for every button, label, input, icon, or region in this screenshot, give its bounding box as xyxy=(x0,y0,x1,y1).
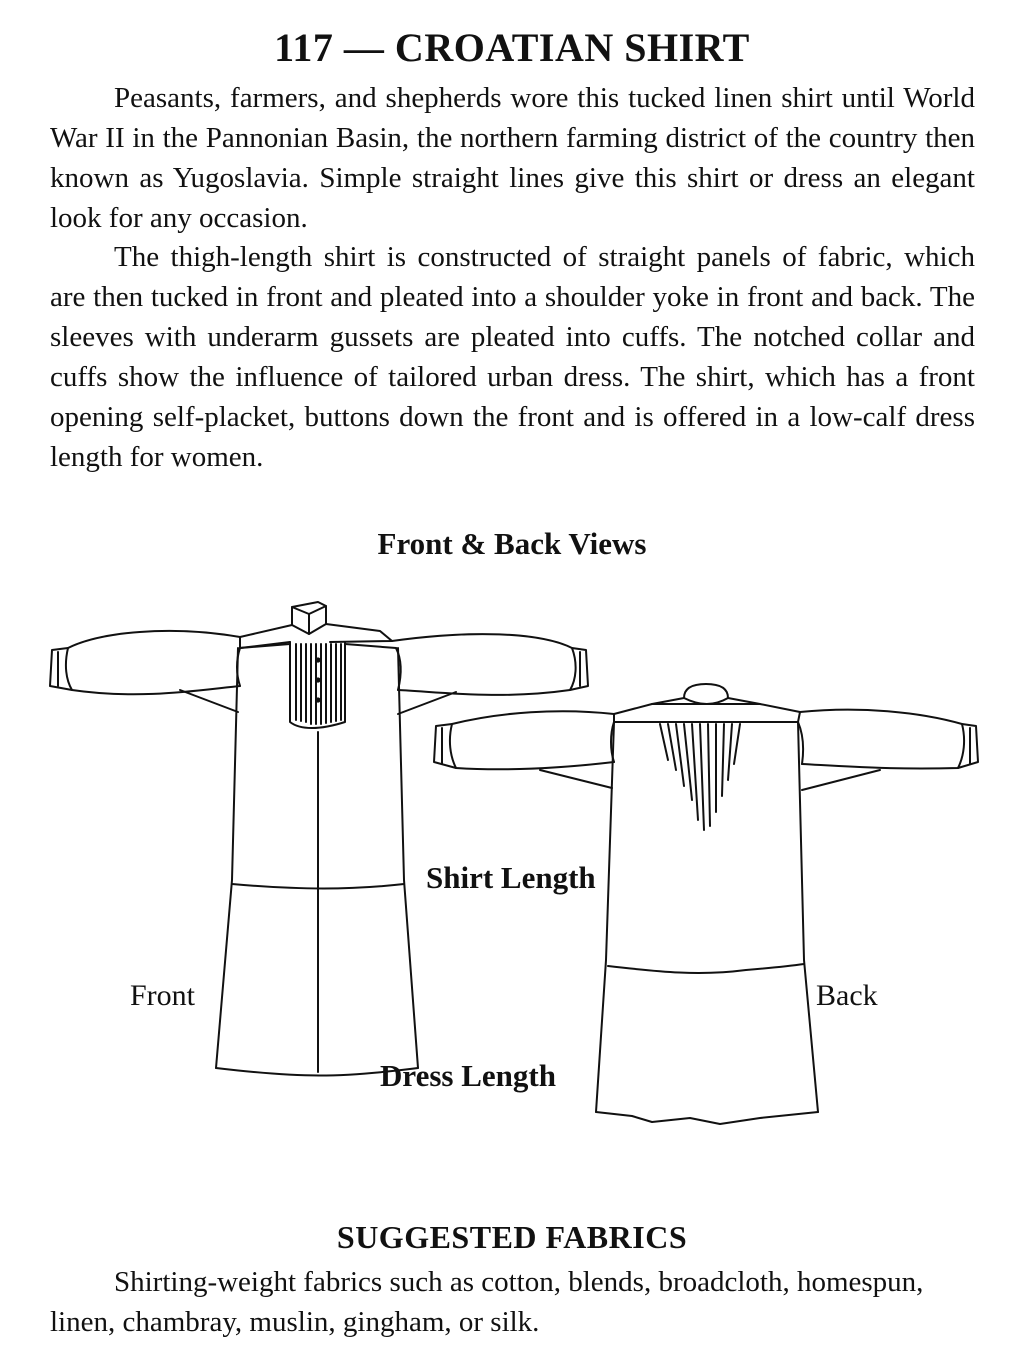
page-title: 117 — CROATIAN SHIRT xyxy=(274,25,750,70)
suggested-fabrics-heading: SUGGESTED FABRICS xyxy=(336,1219,688,1255)
front-view-label: Front xyxy=(130,979,196,1012)
suggested-fabrics-text xyxy=(50,1262,975,1342)
construction-paragraph-text: The thigh-length shirt is constructed of straight panels of fabric, which are then tucked in front and pleated into a shoulder yoke in front and back. The sleeves with underarm gussets are pleated into cuffs. The notched collar and cuffs show the influence of tailored urban dress. The shirt, which has a front opening self-placket, buttons down the front and is offered in a low-calf dress length for women. xyxy=(50,241,975,473)
views-heading: Front & Back Views xyxy=(377,526,647,561)
construction-paragraph xyxy=(50,237,975,477)
dress-length-label: Dress Length xyxy=(380,1058,556,1093)
shirt-length-label: Shirt Length xyxy=(426,860,596,895)
suggested-fabrics-text-body: Shirting-weight fabrics such as cotton, blends, broadcloth, homespun, linen, chambray, muslin, gingham, or silk. xyxy=(50,1266,924,1338)
intro-paragraph-text: Peasants, farmers, and shepherds wore this tucked linen shirt until World War II in the Pannonian Basin, the northern farming district of the country then known as Yugoslavia. Simple straight lines give this shirt or dress an elegant look for any occasion. xyxy=(50,82,975,234)
intro-paragraph xyxy=(50,78,975,238)
back-view-label: Back xyxy=(816,979,878,1012)
